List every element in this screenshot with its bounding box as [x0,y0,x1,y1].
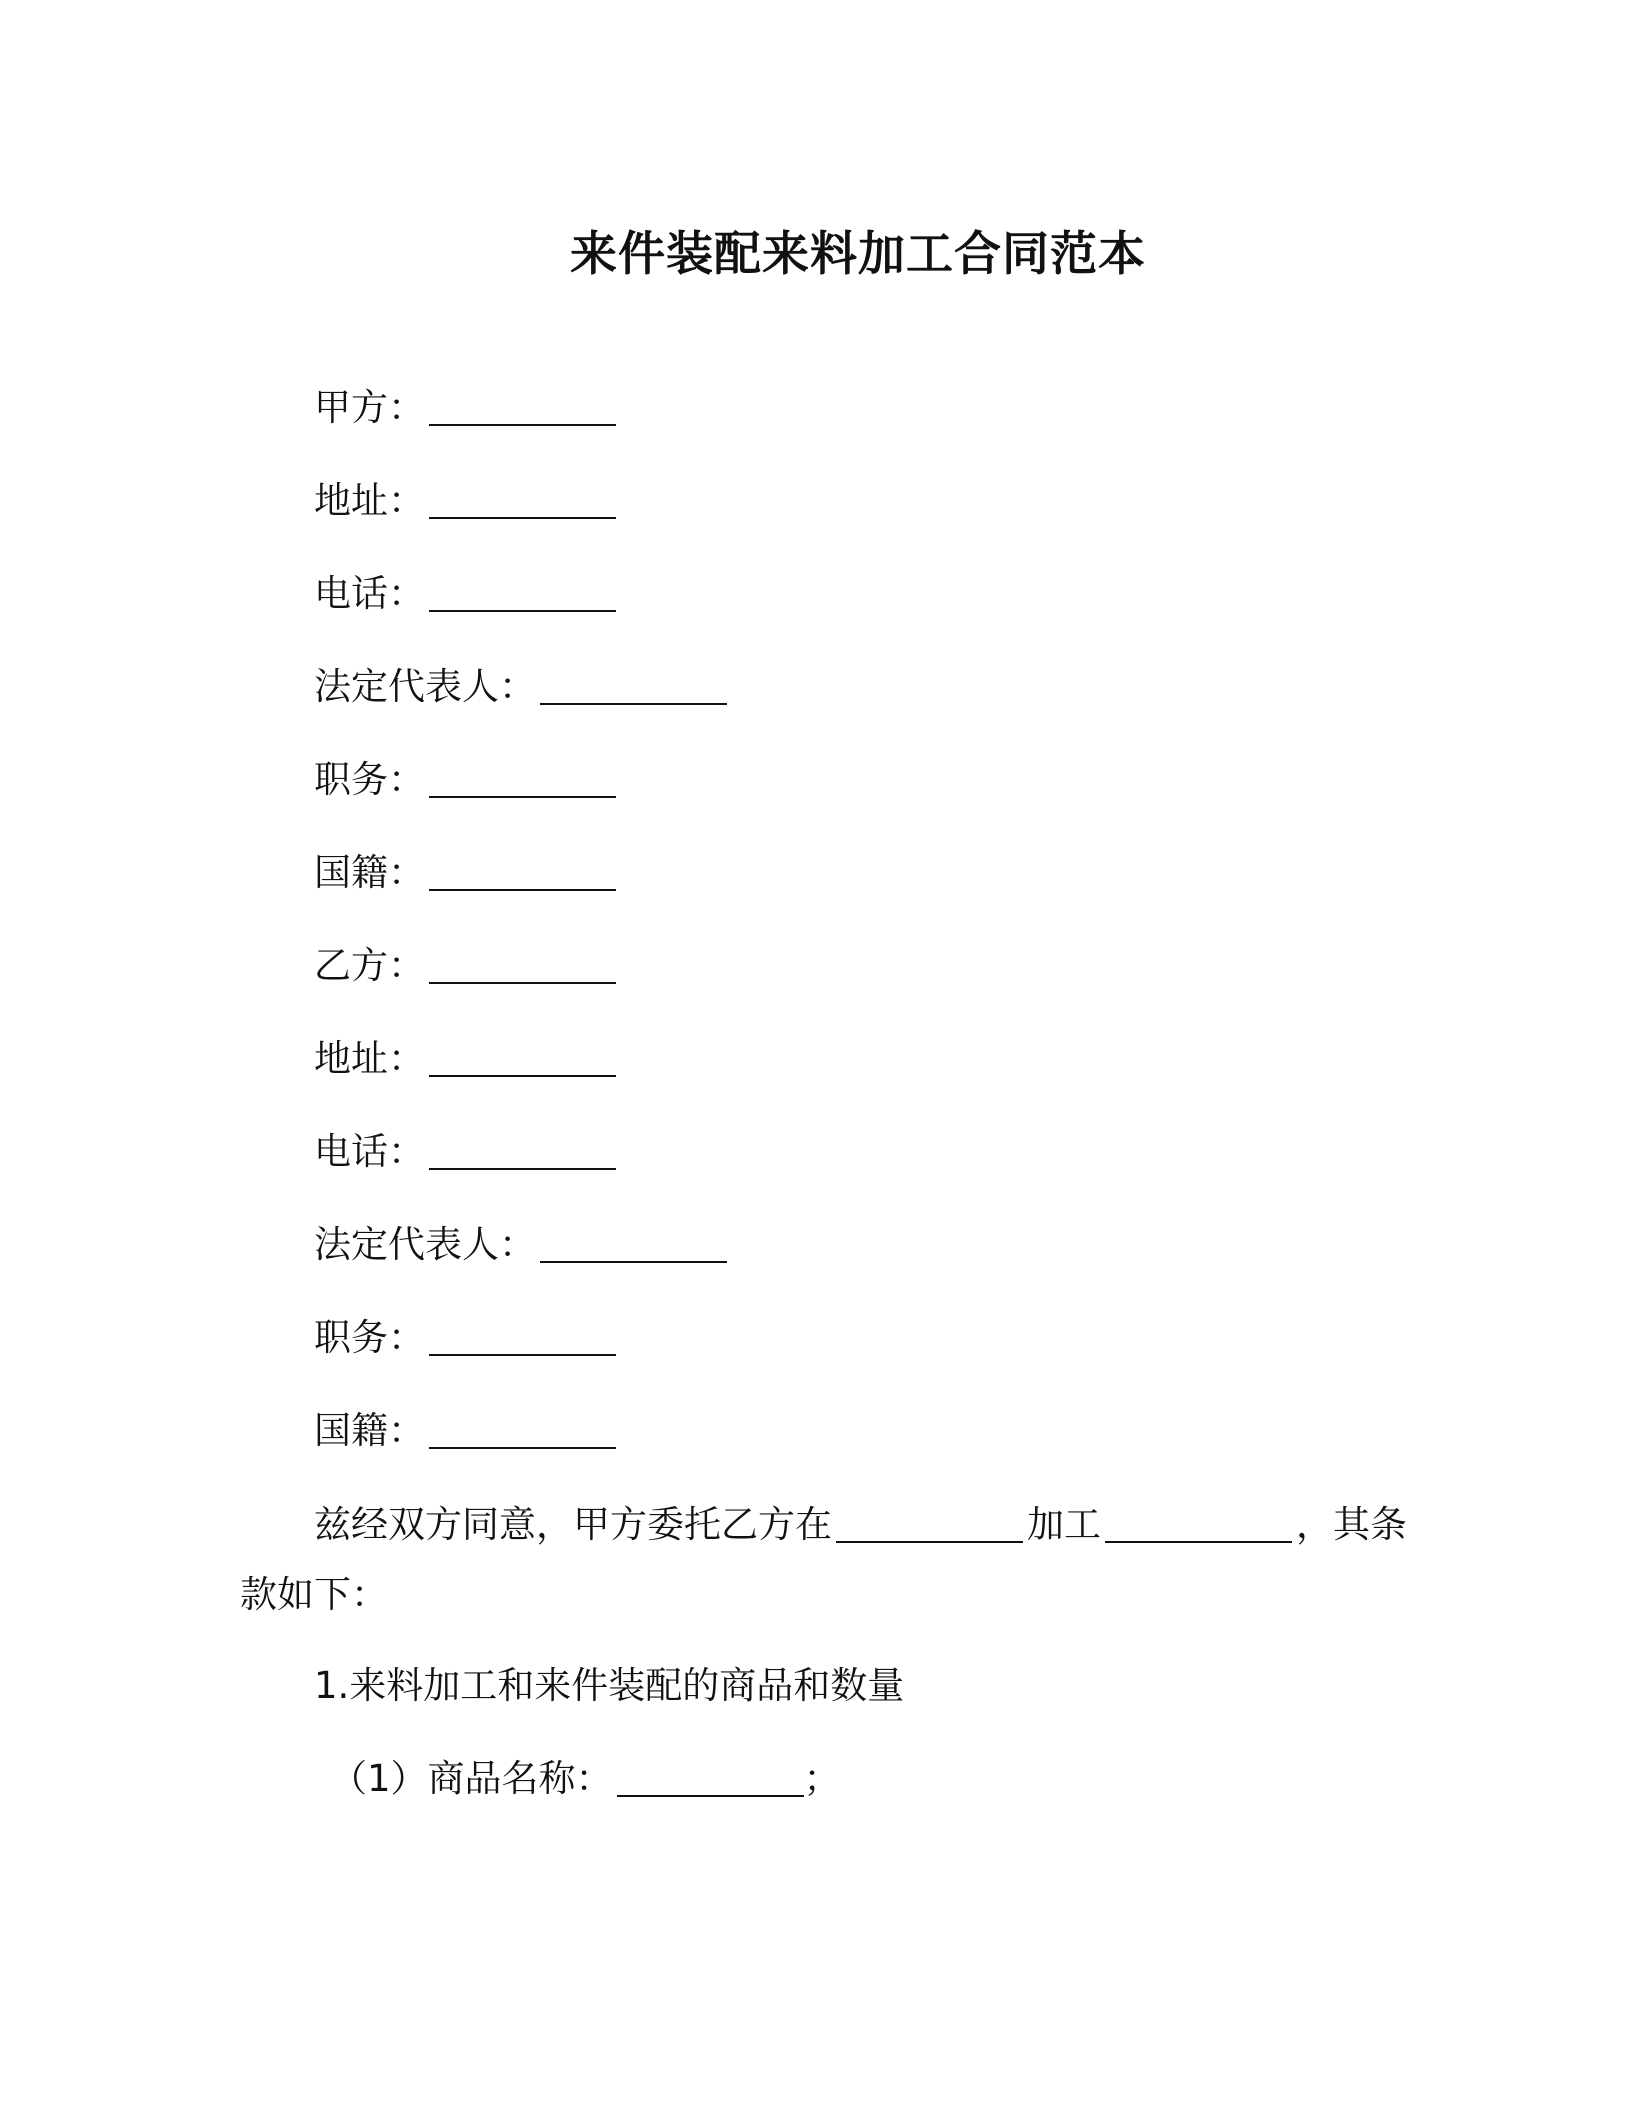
processing-goods-blank[interactable] [1105,1511,1292,1543]
party-b-position-blank[interactable] [429,1324,616,1356]
party-b-nationality-blank[interactable] [429,1417,616,1449]
agreement-text-part2: 加工 [1027,1503,1101,1546]
item-1-label: （1）商品名称： [330,1757,613,1800]
agreement-text-part1: 兹经双方同意，甲方委托乙方在 [314,1503,832,1546]
party-b-address-label: 地址： [314,1037,425,1080]
item-1-line [330,1753,841,1805]
party-b-blank[interactable] [429,952,616,984]
agreement-text-part3: ，其条款如下： [240,1503,1407,1616]
party-b-phone-blank[interactable] [429,1138,616,1170]
party-a-legal-rep-blank[interactable] [540,673,727,705]
party-b-nationality-line [314,1405,616,1457]
agreement-paragraph [240,1490,1410,1630]
party-b-phone-label: 电话： [314,1130,425,1173]
party-b-legal-rep-line [314,1219,727,1271]
party-b-label: 乙方： [314,944,425,987]
party-a-line [314,382,616,434]
section-1-heading: 1.来料加工和来件装配的商品和数量 [314,1664,905,1707]
party-a-legal-rep-line [314,661,727,713]
party-a-legal-rep-label: 法定代表人： [314,665,536,708]
party-b-phone-line [314,1126,616,1178]
party-a-position-line [314,754,616,806]
party-b-position-line [314,1312,616,1364]
party-a-position-label: 职务： [314,758,425,801]
document-title: 来件装配来料加工合同范本 [570,227,1146,282]
party-b-legal-rep-label: 法定代表人： [314,1223,536,1266]
party-b-position-label: 职务： [314,1316,425,1359]
party-a-address-label: 地址： [314,479,425,522]
party-a-nationality-label: 国籍： [314,851,425,894]
party-b-nationality-label: 国籍： [314,1409,425,1452]
party-a-nationality-line [314,847,616,899]
processing-location-blank[interactable] [836,1511,1023,1543]
party-a-position-blank[interactable] [429,766,616,798]
party-a-address-line [314,475,616,527]
party-b-legal-rep-blank[interactable] [540,1231,727,1263]
party-a-phone-label: 电话： [314,572,425,615]
item-1-suffix: ； [803,1757,841,1800]
party-a-phone-blank[interactable] [429,580,616,612]
party-b-address-blank[interactable] [429,1045,616,1077]
party-a-nationality-blank[interactable] [429,859,616,891]
party-b-line [314,940,616,992]
party-a-blank[interactable] [429,394,616,426]
item-1-blank[interactable] [617,1765,804,1797]
party-a-address-blank[interactable] [429,487,616,519]
party-a-phone-line [314,568,616,620]
party-a-label: 甲方： [314,386,425,429]
party-b-address-line [314,1033,616,1085]
